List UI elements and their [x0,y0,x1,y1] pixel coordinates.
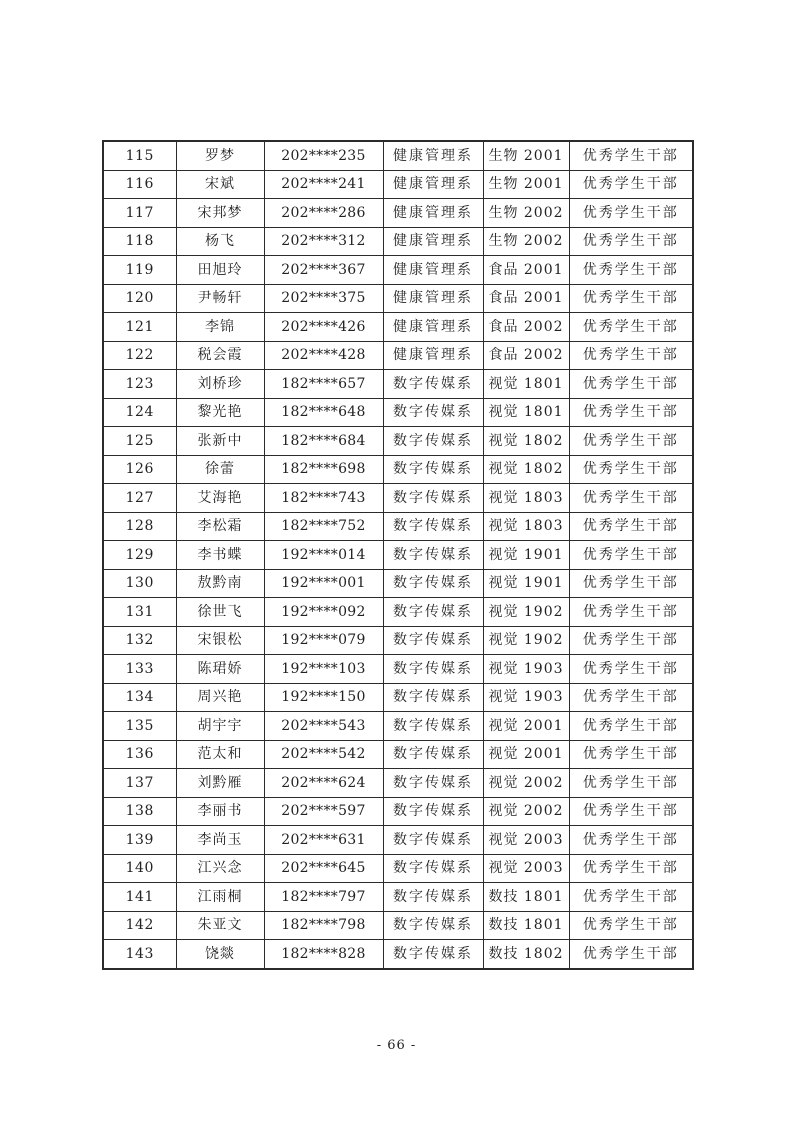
cell-department: 数字传媒系 [383,769,483,798]
cell-department: 数字传媒系 [383,826,483,855]
cell-student-id: 192****103 [264,655,383,684]
table-row [103,512,693,541]
cell-student-name: 张新中 [176,427,264,456]
cell-student-id: 202****645 [264,854,383,883]
cell-class: 生物 2001 [483,170,569,199]
cell-class: 视觉 2002 [483,769,569,798]
page-number: - 66 - [376,1038,417,1053]
cell-award: 优秀学生干部 [569,484,693,513]
table-row [103,769,693,798]
cell-class: 视觉 1903 [483,683,569,712]
cell-row-number: 131 [103,598,176,627]
cell-student-name: 田旭玲 [176,256,264,285]
cell-student-id: 202****428 [264,341,383,370]
cell-student-name: 艾海艳 [176,484,264,513]
cell-student-id: 192****001 [264,569,383,598]
cell-student-name: 黎光艳 [176,398,264,427]
cell-student-id: 202****241 [264,170,383,199]
table-row [103,541,693,570]
cell-row-number: 132 [103,626,176,655]
cell-row-number: 139 [103,826,176,855]
cell-class: 数技 1801 [483,911,569,940]
cell-student-name: 朱亚文 [176,911,264,940]
cell-department: 健康管理系 [383,284,483,313]
cell-class: 视觉 2001 [483,740,569,769]
cell-class: 食品 2001 [483,284,569,313]
cell-student-id: 202****543 [264,712,383,741]
table-row [103,911,693,940]
cell-student-id: 182****752 [264,512,383,541]
cell-row-number: 129 [103,541,176,570]
table-row [103,883,693,912]
cell-student-id: 182****828 [264,940,383,969]
cell-class: 生物 2002 [483,227,569,256]
cell-student-name: 徐蕾 [176,455,264,484]
cell-class: 视觉 2003 [483,826,569,855]
table-row [103,626,693,655]
cell-student-name: 胡宇宇 [176,712,264,741]
cell-student-name: 尹畅轩 [176,284,264,313]
cell-class: 视觉 1803 [483,512,569,541]
table-row [103,797,693,826]
table-row [103,655,693,684]
cell-award: 优秀学生干部 [569,655,693,684]
cell-class: 视觉 1903 [483,655,569,684]
cell-class: 视觉 1801 [483,398,569,427]
cell-student-name: 李松霜 [176,512,264,541]
cell-row-number: 133 [103,655,176,684]
cell-row-number: 136 [103,740,176,769]
cell-class: 视觉 1802 [483,427,569,456]
cell-award: 优秀学生干部 [569,740,693,769]
cell-department: 健康管理系 [383,227,483,256]
cell-award: 优秀学生干部 [569,626,693,655]
cell-department: 数字传媒系 [383,484,483,513]
table-row [103,455,693,484]
cell-row-number: 121 [103,313,176,342]
cell-student-id: 182****684 [264,427,383,456]
cell-department: 数字传媒系 [383,883,483,912]
cell-award: 优秀学生干部 [569,940,693,969]
cell-student-id: 202****312 [264,227,383,256]
cell-class: 视觉 1802 [483,455,569,484]
cell-class: 数技 1802 [483,940,569,969]
cell-department: 数字传媒系 [383,626,483,655]
cell-award: 优秀学生干部 [569,541,693,570]
cell-student-id: 182****797 [264,883,383,912]
cell-award: 优秀学生干部 [569,769,693,798]
cell-row-number: 142 [103,911,176,940]
cell-department: 数字传媒系 [383,854,483,883]
cell-department: 数字传媒系 [383,455,483,484]
cell-department: 健康管理系 [383,141,483,170]
cell-department: 健康管理系 [383,256,483,285]
cell-student-id: 202****235 [264,141,383,170]
cell-class: 视觉 1901 [483,569,569,598]
cell-award: 优秀学生干部 [569,826,693,855]
table-row [103,427,693,456]
cell-award: 优秀学生干部 [569,911,693,940]
cell-row-number: 118 [103,227,176,256]
cell-class: 视觉 2002 [483,797,569,826]
cell-student-name: 宋斌 [176,170,264,199]
table-row [103,826,693,855]
cell-award: 优秀学生干部 [569,398,693,427]
cell-student-name: 刘黔雁 [176,769,264,798]
cell-award: 优秀学生干部 [569,569,693,598]
cell-student-id: 182****657 [264,370,383,399]
cell-award: 优秀学生干部 [569,797,693,826]
cell-award: 优秀学生干部 [569,512,693,541]
cell-award: 优秀学生干部 [569,712,693,741]
cell-row-number: 124 [103,398,176,427]
cell-student-name: 罗梦 [176,141,264,170]
cell-student-name: 陈珺娇 [176,655,264,684]
cell-row-number: 128 [103,512,176,541]
cell-student-id: 202****286 [264,199,383,228]
cell-student-id: 202****426 [264,313,383,342]
cell-department: 数字传媒系 [383,740,483,769]
cell-class: 视觉 2001 [483,712,569,741]
cell-award: 优秀学生干部 [569,313,693,342]
cell-student-id: 202****597 [264,797,383,826]
cell-class: 数技 1801 [483,883,569,912]
table-row [103,740,693,769]
cell-department: 数字传媒系 [383,370,483,399]
cell-department: 数字传媒系 [383,598,483,627]
cell-class: 生物 2002 [483,199,569,228]
cell-award: 优秀学生干部 [569,683,693,712]
table-row [103,141,693,170]
cell-department: 健康管理系 [383,199,483,228]
cell-row-number: 137 [103,769,176,798]
cell-class: 食品 2002 [483,341,569,370]
cell-student-name: 宋银松 [176,626,264,655]
student-award-table [102,140,694,970]
cell-row-number: 123 [103,370,176,399]
cell-award: 优秀学生干部 [569,170,693,199]
cell-department: 健康管理系 [383,313,483,342]
cell-row-number: 122 [103,341,176,370]
cell-student-name: 李书蝶 [176,541,264,570]
table-row [103,341,693,370]
cell-row-number: 117 [103,199,176,228]
cell-row-number: 126 [103,455,176,484]
cell-student-name: 刘桥珍 [176,370,264,399]
cell-student-id: 202****375 [264,284,383,313]
table-row [103,484,693,513]
cell-student-name: 杨飞 [176,227,264,256]
cell-class: 生物 2001 [483,141,569,170]
table-row [103,284,693,313]
cell-row-number: 116 [103,170,176,199]
cell-class: 食品 2001 [483,256,569,285]
cell-department: 数字传媒系 [383,797,483,826]
table-row [103,712,693,741]
cell-student-id: 202****624 [264,769,383,798]
table-row [103,370,693,399]
cell-department: 数字传媒系 [383,427,483,456]
cell-class: 视觉 1902 [483,598,569,627]
cell-award: 优秀学生干部 [569,427,693,456]
cell-row-number: 135 [103,712,176,741]
cell-class: 视觉 1901 [483,541,569,570]
cell-row-number: 130 [103,569,176,598]
table-row [103,940,693,969]
cell-award: 优秀学生干部 [569,227,693,256]
table-row [103,256,693,285]
cell-award: 优秀学生干部 [569,455,693,484]
cell-award: 优秀学生干部 [569,883,693,912]
cell-department: 数字传媒系 [383,940,483,969]
cell-class: 视觉 1902 [483,626,569,655]
cell-row-number: 127 [103,484,176,513]
cell-student-id: 192****150 [264,683,383,712]
cell-row-number: 120 [103,284,176,313]
cell-department: 健康管理系 [383,341,483,370]
cell-student-name: 税会霞 [176,341,264,370]
cell-student-id: 192****079 [264,626,383,655]
cell-student-name: 周兴艳 [176,683,264,712]
cell-department: 数字传媒系 [383,512,483,541]
cell-student-id: 202****631 [264,826,383,855]
table-row [103,227,693,256]
cell-student-id: 182****698 [264,455,383,484]
cell-student-id: 202****542 [264,740,383,769]
cell-student-id: 182****798 [264,911,383,940]
cell-student-id: 192****092 [264,598,383,627]
cell-student-name: 徐世飞 [176,598,264,627]
cell-student-id: 192****014 [264,541,383,570]
cell-student-name: 宋邦梦 [176,199,264,228]
table-row [103,569,693,598]
cell-row-number: 138 [103,797,176,826]
table-row [103,199,693,228]
cell-award: 优秀学生干部 [569,256,693,285]
cell-row-number: 141 [103,883,176,912]
cell-student-name: 饶燚 [176,940,264,969]
cell-student-name: 江雨桐 [176,883,264,912]
cell-row-number: 140 [103,854,176,883]
cell-student-name: 敖黔南 [176,569,264,598]
cell-class: 视觉 1803 [483,484,569,513]
cell-class: 食品 2002 [483,313,569,342]
table-row [103,854,693,883]
cell-student-id: 182****743 [264,484,383,513]
cell-department: 数字传媒系 [383,569,483,598]
cell-row-number: 143 [103,940,176,969]
table-row [103,598,693,627]
cell-student-name: 范太和 [176,740,264,769]
cell-class: 视觉 2003 [483,854,569,883]
cell-department: 健康管理系 [383,170,483,199]
cell-department: 数字传媒系 [383,911,483,940]
cell-row-number: 119 [103,256,176,285]
cell-award: 优秀学生干部 [569,141,693,170]
cell-award: 优秀学生干部 [569,598,693,627]
cell-department: 数字传媒系 [383,712,483,741]
cell-award: 优秀学生干部 [569,370,693,399]
cell-row-number: 125 [103,427,176,456]
cell-department: 数字传媒系 [383,655,483,684]
cell-award: 优秀学生干部 [569,199,693,228]
table-row [103,398,693,427]
cell-department: 数字传媒系 [383,683,483,712]
cell-row-number: 134 [103,683,176,712]
student-award-table-body [103,141,693,969]
cell-row-number: 115 [103,141,176,170]
table-row [103,313,693,342]
cell-student-name: 李丽书 [176,797,264,826]
cell-student-name: 李尚玉 [176,826,264,855]
cell-student-name: 李锦 [176,313,264,342]
cell-award: 优秀学生干部 [569,341,693,370]
cell-award: 优秀学生干部 [569,284,693,313]
table-row [103,170,693,199]
cell-department: 数字传媒系 [383,541,483,570]
cell-department: 数字传媒系 [383,398,483,427]
cell-class: 视觉 1801 [483,370,569,399]
cell-student-name: 江兴念 [176,854,264,883]
cell-student-id: 182****648 [264,398,383,427]
table-row [103,683,693,712]
cell-student-id: 202****367 [264,256,383,285]
cell-award: 优秀学生干部 [569,854,693,883]
